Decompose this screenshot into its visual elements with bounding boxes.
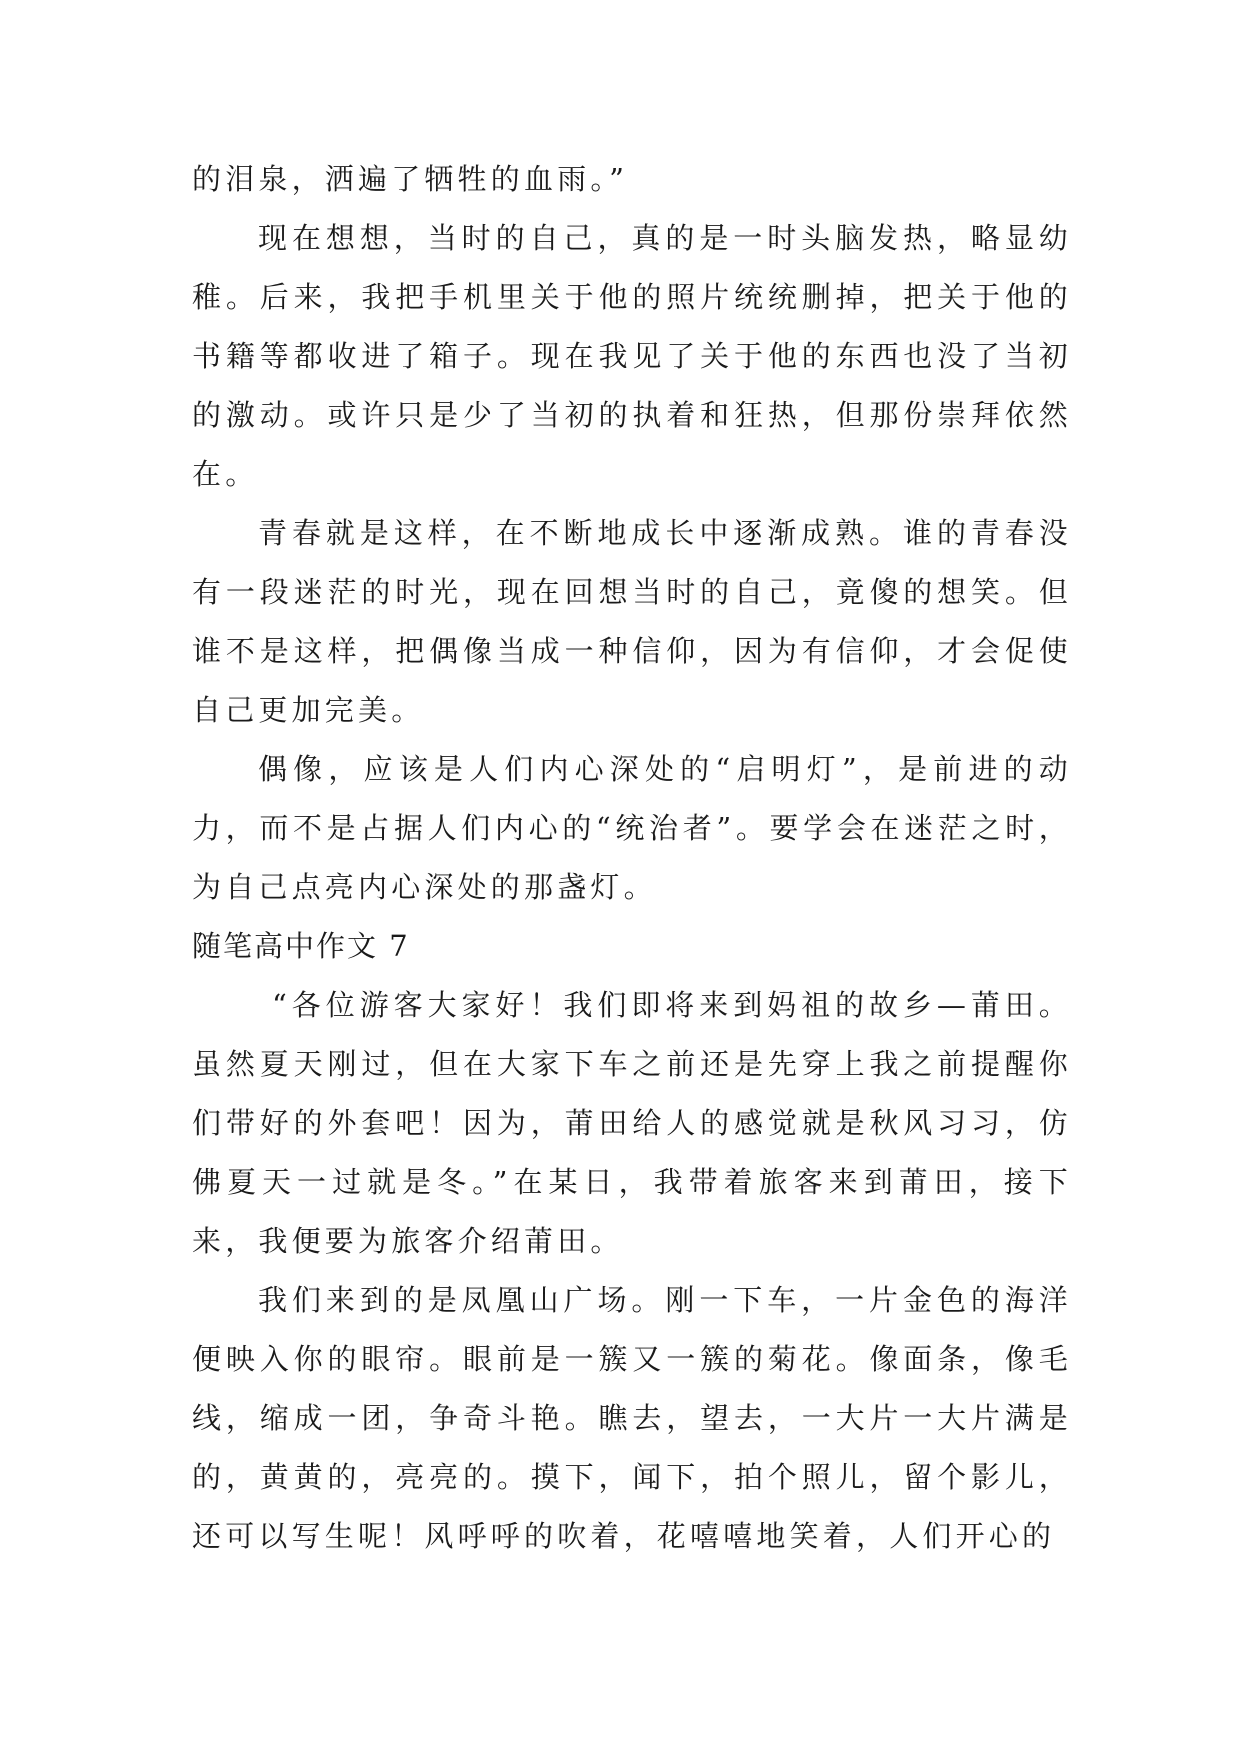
paragraph: 我们来到的是凤凰山广场。刚一下车，一片金色的海洋便映入你的眼帘。眼前是一簇又一簇的菊花。像面条，像毛线，缩成一团，争奇斗艳。瞧去，望去，一大片一大片满是的，黄黄的，亮亮的。摸下，闻下，拍个照儿，留个影儿，还可以写生呢！风呼呼的吹着，花嘻嘻地笑着，人们开心的 — [192, 1283, 1072, 1553]
paragraph: 偶像，应该是人们内心深处的“启明灯”，是前进的动力，而不是占据人们内心的“统治者”。要学会在迷茫之时，为自己点亮内心深处的那盏灯。 — [192, 752, 1072, 904]
paragraph: “各位游客大家好！我们即将来到妈祖的故乡—莆田。虽然夏天刚过，但在大家下车之前还是先穿上我之前提醒你们带好的外套吧！因为，莆田给人的感觉就是秋风习习，仿佛夏天一过就是冬。”在某日，我带着旅客来到莆田，接下来，我便要为旅客介绍莆田。 — [192, 988, 1072, 1258]
section-title: 随笔高中作文 7 — [192, 929, 410, 963]
paragraph: 现在想想，当时的自己，真的是一时头脑发热，略显幼稚。后来，我把手机里关于他的照片统统删掉，把关于他的书籍等都收进了箱子。现在我见了关于他的东西也没了当初的激动。或许只是少了当初的执着和狂热，但那份崇拜依然在。 — [192, 221, 1072, 491]
paragraph-continuation: 的泪泉，洒遍了牺牲的血雨。” — [192, 162, 629, 196]
paragraph: 青春就是这样，在不断地成长中逐渐成熟。谁的青春没有一段迷茫的时光，现在回想当时的自己，竟傻的想笑。但谁不是这样，把偶像当成一种信仰，因为有信仰，才会促使自己更加完美。 — [192, 516, 1072, 727]
document-body — [192, 150, 1072, 1566]
